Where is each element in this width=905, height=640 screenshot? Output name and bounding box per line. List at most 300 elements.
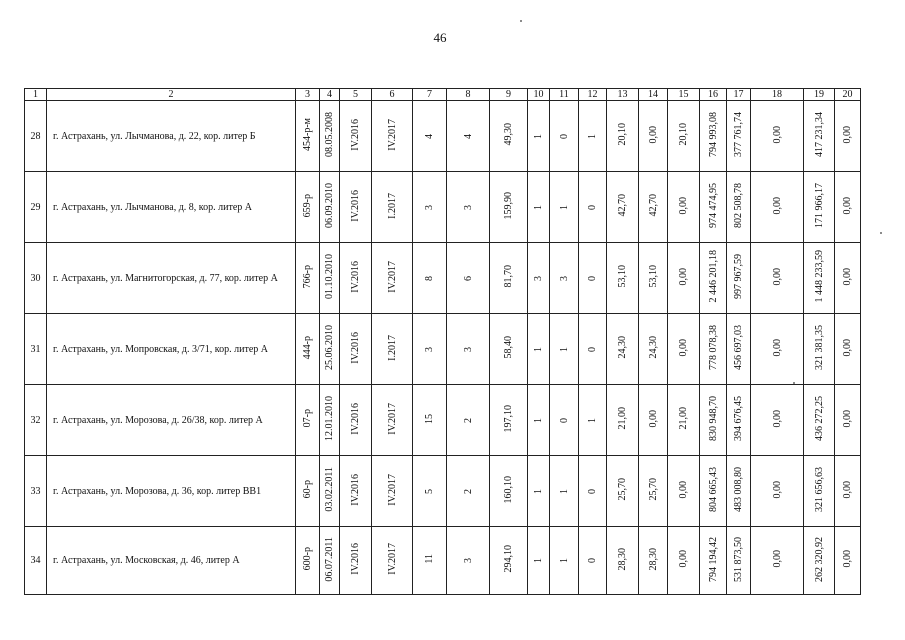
cell-value: 1 <box>533 346 544 352</box>
cell-value: 21,00 <box>617 407 628 430</box>
value-cell <box>296 243 320 314</box>
cell-value: 1 <box>558 204 570 210</box>
value-cell <box>835 527 861 595</box>
scan-speck <box>520 20 522 22</box>
cell-value: 794 993,08 <box>707 112 719 157</box>
value-cell <box>372 172 413 243</box>
value-cell <box>727 527 751 595</box>
cell-value: 1 <box>533 204 544 210</box>
cell-value: 03.02.2011 <box>324 467 335 512</box>
value-cell <box>372 243 413 314</box>
value-cell <box>727 456 751 527</box>
page-number: 46 <box>433 30 447 45</box>
value-cell <box>700 385 727 456</box>
value-cell <box>668 527 700 595</box>
value-cell <box>528 172 550 243</box>
cell-value: 0 <box>587 558 598 563</box>
value-cell <box>607 456 639 527</box>
value-cell <box>550 456 579 527</box>
cell-value: 25,70 <box>617 478 628 501</box>
cell-value: 197,10 <box>503 404 514 433</box>
cell-value: 321 656,63 <box>813 467 825 512</box>
value-cell <box>639 172 668 243</box>
table-row <box>25 527 861 595</box>
cell-value: 997 967,59 <box>733 254 744 299</box>
value-cell <box>320 456 340 527</box>
cell-value: 1 <box>558 488 570 494</box>
address-cell: г. Астрахань, ул. Московская, д. 46, литер А <box>47 527 296 595</box>
cell-value: 974 474,95 <box>707 183 719 228</box>
value-cell <box>835 172 861 243</box>
cell-value: 2 446 201,18 <box>707 250 719 303</box>
value-cell <box>372 314 413 385</box>
cell-value: 3 <box>533 275 544 281</box>
column-header: 11 <box>550 89 579 101</box>
column-header: 9 <box>490 89 528 101</box>
cell-value: 25.06.2010 <box>324 325 335 370</box>
value-cell <box>751 456 804 527</box>
value-cell <box>490 101 528 172</box>
value-cell <box>727 314 751 385</box>
cell-value: 0,00 <box>771 338 783 357</box>
cell-value: 1 <box>533 558 544 563</box>
value-cell <box>372 385 413 456</box>
value-cell <box>639 527 668 595</box>
column-header: 14 <box>639 89 668 101</box>
column-header: 1 <box>25 89 47 101</box>
cell-value: 531 873,50 <box>733 536 744 582</box>
cell-value: 49,30 <box>503 123 514 146</box>
value-cell <box>340 456 372 527</box>
column-header: 10 <box>528 89 550 101</box>
cell-value: 159,90 <box>503 191 514 220</box>
value-cell <box>528 243 550 314</box>
cell-value: 0 <box>587 488 598 494</box>
value-cell <box>550 101 579 172</box>
cell-value: 0 <box>558 417 570 423</box>
value-cell <box>413 243 447 314</box>
value-cell <box>639 243 668 314</box>
cell-value: 0,00 <box>771 550 783 568</box>
value-cell <box>804 527 835 595</box>
column-header: 19 <box>804 89 835 101</box>
cell-value: 0,00 <box>842 267 853 286</box>
cell-value: IV.2017 <box>386 118 398 151</box>
value-cell <box>607 527 639 595</box>
column-header: 2 <box>47 89 296 101</box>
cell-value: 15 <box>424 413 435 424</box>
cell-value: 600-р <box>302 547 313 571</box>
value-cell <box>296 314 320 385</box>
value-cell <box>413 172 447 243</box>
cell-value: 60-р <box>302 480 313 499</box>
column-header: 8 <box>447 89 490 101</box>
value-cell <box>579 527 607 595</box>
value-cell <box>751 314 804 385</box>
cell-value: 0,00 <box>842 338 853 357</box>
cell-value: 0 <box>558 133 570 139</box>
address-cell: г. Астрахань, ул. Лычманова, д. 22, кор. литер Б <box>47 101 296 172</box>
table-row <box>25 172 861 243</box>
value-cell <box>340 527 372 595</box>
cell-value: IV.2016 <box>350 189 361 222</box>
value-cell <box>579 314 607 385</box>
cell-value: 0 <box>587 275 598 281</box>
cell-value: IV.2016 <box>350 473 361 506</box>
table-row <box>25 385 861 456</box>
value-cell <box>727 101 751 172</box>
value-cell <box>607 314 639 385</box>
cell-value: 2 <box>462 417 474 423</box>
value-cell <box>447 243 490 314</box>
value-cell <box>490 314 528 385</box>
cell-value: 3 <box>462 346 474 352</box>
column-header: 4 <box>320 89 340 101</box>
address-cell: г. Астрахань, ул. Магнитогорская, д. 77, кор. литер А <box>47 243 296 314</box>
value-cell <box>607 101 639 172</box>
cell-value: 25,70 <box>647 478 659 501</box>
cell-value: 0,00 <box>771 125 783 144</box>
value-cell <box>413 456 447 527</box>
cell-value: 0,00 <box>678 338 689 357</box>
cell-value: 4 <box>424 133 435 139</box>
cell-value: 778 078,38 <box>707 325 719 370</box>
data-table <box>24 88 861 595</box>
value-cell <box>579 101 607 172</box>
value-cell <box>413 527 447 595</box>
value-cell <box>296 385 320 456</box>
cell-value: 160,10 <box>503 475 514 504</box>
cell-value: 483 008,80 <box>733 467 744 512</box>
value-cell <box>700 243 727 314</box>
value-cell <box>804 385 835 456</box>
cell-value: IV.2016 <box>350 118 361 151</box>
cell-value: 1 <box>558 346 570 352</box>
value-cell <box>320 527 340 595</box>
cell-value: 0 <box>587 204 598 210</box>
cell-value: 294,10 <box>503 545 514 573</box>
value-cell <box>751 243 804 314</box>
value-cell <box>751 527 804 595</box>
cell-value: 6 <box>462 275 474 281</box>
value-cell <box>447 527 490 595</box>
value-cell <box>340 101 372 172</box>
cell-value: 804 665,43 <box>707 467 719 512</box>
value-cell <box>835 456 861 527</box>
value-cell <box>700 172 727 243</box>
value-cell <box>639 385 668 456</box>
value-cell <box>668 456 700 527</box>
column-header: 18 <box>751 89 804 101</box>
value-cell <box>700 527 727 595</box>
cell-value: 3 <box>462 204 474 210</box>
value-cell <box>804 314 835 385</box>
cell-value: 0,00 <box>678 267 689 286</box>
cell-value: 20,10 <box>617 123 628 146</box>
value-cell <box>372 527 413 595</box>
value-cell <box>804 101 835 172</box>
column-header: 16 <box>700 89 727 101</box>
row-number-cell: 29 <box>25 172 47 243</box>
value-cell <box>835 101 861 172</box>
value-cell <box>668 314 700 385</box>
value-cell <box>413 101 447 172</box>
value-cell <box>340 385 372 456</box>
cell-value: 0,00 <box>678 196 689 215</box>
value-cell <box>490 385 528 456</box>
scan-speck <box>880 232 882 234</box>
value-cell <box>550 385 579 456</box>
value-cell <box>372 101 413 172</box>
cell-value: 28,30 <box>647 547 659 571</box>
address-cell: г. Астрахань, ул. Мопровская, д. 3/71, кор. литер А <box>47 314 296 385</box>
value-cell <box>804 172 835 243</box>
row-number-cell: 32 <box>25 385 47 456</box>
value-cell <box>835 314 861 385</box>
value-cell <box>372 456 413 527</box>
column-header: 15 <box>668 89 700 101</box>
cell-value: 1 <box>533 488 544 494</box>
value-cell <box>490 243 528 314</box>
cell-value: 454-р-м <box>302 118 313 151</box>
value-cell <box>700 314 727 385</box>
cell-value: 0,00 <box>842 480 853 499</box>
cell-value: 28,30 <box>617 547 628 571</box>
cell-value: 766-р <box>302 264 313 289</box>
value-cell <box>835 385 861 456</box>
cell-value: 0,00 <box>678 550 689 568</box>
cell-value: I.2017 <box>386 334 398 361</box>
cell-value: IV.2017 <box>386 543 398 575</box>
cell-value: 8 <box>424 275 435 281</box>
cell-value: 436 272,25 <box>813 396 825 441</box>
cell-value: 08.05.2008 <box>324 112 335 157</box>
cell-value: 58,40 <box>503 336 514 359</box>
cell-value: 830 948,70 <box>707 396 719 441</box>
column-header: 5 <box>340 89 372 101</box>
value-cell <box>835 243 861 314</box>
row-number-cell: 31 <box>25 314 47 385</box>
column-header: 13 <box>607 89 639 101</box>
cell-value: 42,70 <box>647 194 659 217</box>
cell-value: 21,00 <box>678 407 689 430</box>
value-cell <box>550 172 579 243</box>
cell-value: 394 676,45 <box>733 396 744 441</box>
cell-value: 07-р <box>302 409 313 428</box>
value-cell <box>447 172 490 243</box>
cell-value: 0,00 <box>771 409 783 428</box>
cell-value: IV.2016 <box>350 260 361 293</box>
cell-value: 53,10 <box>617 265 628 288</box>
cell-value: 262 320,92 <box>813 536 825 582</box>
cell-value: IV.2017 <box>386 473 398 506</box>
value-cell <box>528 385 550 456</box>
cell-value: IV.2016 <box>350 331 361 364</box>
value-cell <box>447 385 490 456</box>
cell-value: 0,00 <box>771 480 783 499</box>
cell-value: 417 231,34 <box>813 112 825 157</box>
value-cell <box>639 456 668 527</box>
value-cell <box>447 456 490 527</box>
value-cell <box>668 243 700 314</box>
value-cell <box>700 456 727 527</box>
cell-value: 0,00 <box>842 125 853 144</box>
cell-value: 53,10 <box>647 265 659 288</box>
value-cell <box>413 385 447 456</box>
table-row <box>25 456 861 527</box>
value-cell <box>804 456 835 527</box>
cell-value: 5 <box>424 488 435 494</box>
cell-value: 659-р <box>302 193 313 218</box>
value-cell <box>607 243 639 314</box>
value-cell <box>668 101 700 172</box>
value-cell <box>320 385 340 456</box>
cell-value: 3 <box>424 346 435 352</box>
cell-value: 06.07.2011 <box>324 536 335 582</box>
cell-value: 1 <box>533 417 544 423</box>
address-cell: г. Астрахань, ул. Морозова, д. 26/38, кор. литер А <box>47 385 296 456</box>
cell-value: 2 <box>462 488 474 494</box>
cell-value: 3 <box>424 204 435 210</box>
value-cell <box>579 385 607 456</box>
cell-value: 81,70 <box>503 265 514 288</box>
value-cell <box>751 101 804 172</box>
cell-value: 1 <box>558 558 570 563</box>
cell-value: 1 <box>587 417 598 423</box>
value-cell <box>320 172 340 243</box>
cell-value: 1 <box>587 133 598 139</box>
header-row <box>25 89 861 101</box>
value-cell <box>579 172 607 243</box>
value-cell <box>447 314 490 385</box>
cell-value: 0,00 <box>647 125 659 144</box>
cell-value: 12.01.2010 <box>324 396 335 441</box>
column-header: 12 <box>579 89 607 101</box>
row-number-cell: 34 <box>25 527 47 595</box>
cell-value: 01.10.2010 <box>324 254 335 299</box>
table-body <box>25 101 861 595</box>
value-cell <box>639 314 668 385</box>
value-cell <box>447 101 490 172</box>
cell-value: 06.09.2010 <box>324 183 335 228</box>
cell-value: 0,00 <box>647 409 659 428</box>
value-cell <box>727 385 751 456</box>
cell-value: 4 <box>462 133 474 139</box>
column-header: 20 <box>835 89 861 101</box>
cell-value: 0,00 <box>771 267 783 286</box>
cell-value: 1 <box>533 133 544 139</box>
cell-value: 0,00 <box>842 550 853 568</box>
scan-speck <box>793 382 795 384</box>
value-cell <box>607 385 639 456</box>
address-cell: г. Астрахань, ул. Лычманова, д. 8, кор. литер А <box>47 172 296 243</box>
cell-value: 24,30 <box>617 336 628 359</box>
cell-value: IV.2017 <box>386 260 398 293</box>
value-cell <box>320 101 340 172</box>
value-cell <box>528 456 550 527</box>
row-number-cell: 28 <box>25 101 47 172</box>
table-row <box>25 243 861 314</box>
value-cell <box>340 172 372 243</box>
column-header: 17 <box>727 89 751 101</box>
cell-value: 171 966,17 <box>813 183 825 228</box>
value-cell <box>528 314 550 385</box>
table-row <box>25 101 861 172</box>
row-number-cell: 30 <box>25 243 47 314</box>
value-cell <box>528 101 550 172</box>
value-cell <box>413 314 447 385</box>
value-cell <box>550 243 579 314</box>
value-cell <box>340 243 372 314</box>
cell-value: 0,00 <box>771 196 783 215</box>
table-row <box>25 314 861 385</box>
value-cell <box>727 172 751 243</box>
cell-value: 42,70 <box>617 194 628 217</box>
value-cell <box>751 385 804 456</box>
value-cell <box>296 172 320 243</box>
cell-value: 0,00 <box>842 409 853 428</box>
cell-value: 11 <box>424 554 435 564</box>
value-cell <box>320 243 340 314</box>
value-cell <box>639 101 668 172</box>
cell-value: 377 761,74 <box>733 112 744 157</box>
value-cell <box>296 101 320 172</box>
column-header: 7 <box>413 89 447 101</box>
value-cell <box>727 243 751 314</box>
cell-value: 794 194,42 <box>707 536 719 582</box>
value-cell <box>804 243 835 314</box>
value-cell <box>668 385 700 456</box>
value-cell <box>550 314 579 385</box>
value-cell <box>607 172 639 243</box>
cell-value: IV.2017 <box>386 402 398 435</box>
cell-value: IV.2016 <box>350 402 361 435</box>
value-cell <box>528 527 550 595</box>
row-number-cell: 33 <box>25 456 47 527</box>
value-cell <box>490 172 528 243</box>
column-header: 6 <box>372 89 413 101</box>
address-cell: г. Астрахань, ул. Морозова, д. 36, кор. литер ВВ1 <box>47 456 296 527</box>
value-cell <box>700 101 727 172</box>
value-cell <box>579 456 607 527</box>
column-header: 3 <box>296 89 320 101</box>
cell-value: 802 508,78 <box>733 183 744 228</box>
cell-value: 321 381,35 <box>813 325 825 370</box>
cell-value: 24,30 <box>647 336 659 359</box>
value-cell <box>550 527 579 595</box>
cell-value: I.2017 <box>386 192 398 219</box>
value-cell <box>668 172 700 243</box>
cell-value: 0 <box>587 346 598 352</box>
value-cell <box>340 314 372 385</box>
value-cell <box>490 456 528 527</box>
cell-value: 20,10 <box>678 123 689 146</box>
value-cell <box>490 527 528 595</box>
cell-value: 1 448 233,59 <box>813 250 825 303</box>
value-cell <box>296 456 320 527</box>
value-cell <box>751 172 804 243</box>
cell-value: 3 <box>558 275 570 281</box>
cell-value: 3 <box>462 558 474 563</box>
value-cell <box>579 243 607 314</box>
cell-value: 0,00 <box>678 480 689 499</box>
cell-value: 0,00 <box>842 196 853 215</box>
value-cell <box>320 314 340 385</box>
value-cell <box>296 527 320 595</box>
cell-value: IV.2016 <box>350 543 361 575</box>
cell-value: 444-р <box>302 335 313 360</box>
cell-value: 456 697,03 <box>733 325 744 370</box>
